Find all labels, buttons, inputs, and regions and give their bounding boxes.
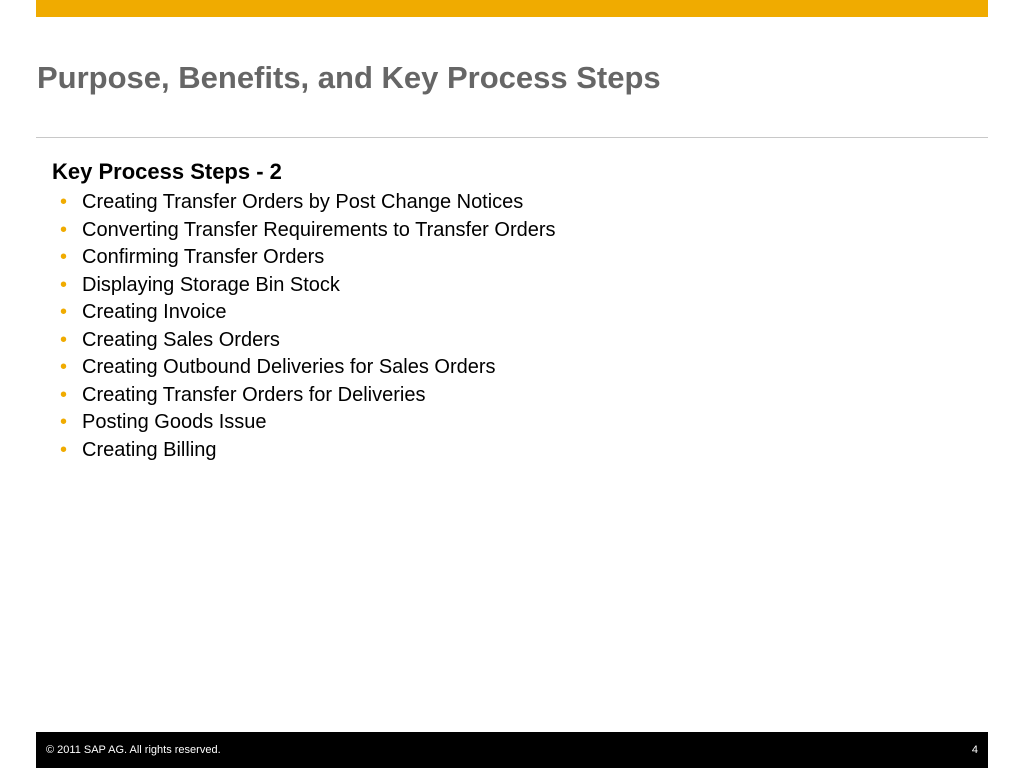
section-heading: Key Process Steps - 2 (52, 159, 282, 184)
copyright-text: © 2011 SAP AG. All rights reserved. (46, 744, 221, 756)
footer-bar (36, 732, 988, 768)
step-label: Creating Transfer Orders for Deliveries (82, 383, 426, 406)
bullet-icon: • (60, 301, 68, 323)
bullet-icon: • (60, 383, 68, 406)
bullet-icon: • (60, 328, 68, 351)
slide-title: Purpose, Benefits, and Key Process Steps (37, 60, 661, 95)
list-item (58, 189, 556, 217)
step-label: Creating Outbound Deliveries for Sales Orders (82, 356, 496, 378)
bullet-icon: • (60, 273, 68, 296)
list-item (58, 409, 556, 437)
title-divider (36, 137, 988, 138)
bullet-icon: • (60, 438, 68, 461)
slide-content (52, 157, 556, 464)
step-label: Creating Invoice (82, 301, 227, 323)
step-label: Creating Sales Orders (82, 328, 280, 351)
step-label: Creating Billing (82, 438, 217, 461)
list-item (58, 382, 556, 410)
list-item (58, 299, 556, 327)
step-label: Posting Goods Issue (82, 411, 267, 433)
bullet-icon: • (60, 191, 68, 213)
step-label: Creating Transfer Orders by Post Change Notices (82, 191, 524, 213)
top-accent-bar (36, 0, 988, 17)
step-label: Converting Transfer Requirements to Transfer Orders (82, 218, 556, 241)
step-label: Displaying Storage Bin Stock (82, 273, 340, 296)
bullet-icon: • (60, 246, 68, 268)
list-item (58, 437, 556, 465)
page-number: 4 (971, 744, 978, 756)
list-item (58, 327, 556, 355)
bullet-icon: • (60, 356, 68, 378)
bullet-icon: • (60, 411, 68, 433)
list-item (58, 272, 556, 300)
process-steps-list (52, 189, 556, 464)
list-item (58, 217, 556, 245)
step-label: Confirming Transfer Orders (82, 246, 325, 268)
bullet-icon: • (60, 218, 68, 241)
list-item (58, 244, 556, 272)
list-item (58, 354, 556, 382)
